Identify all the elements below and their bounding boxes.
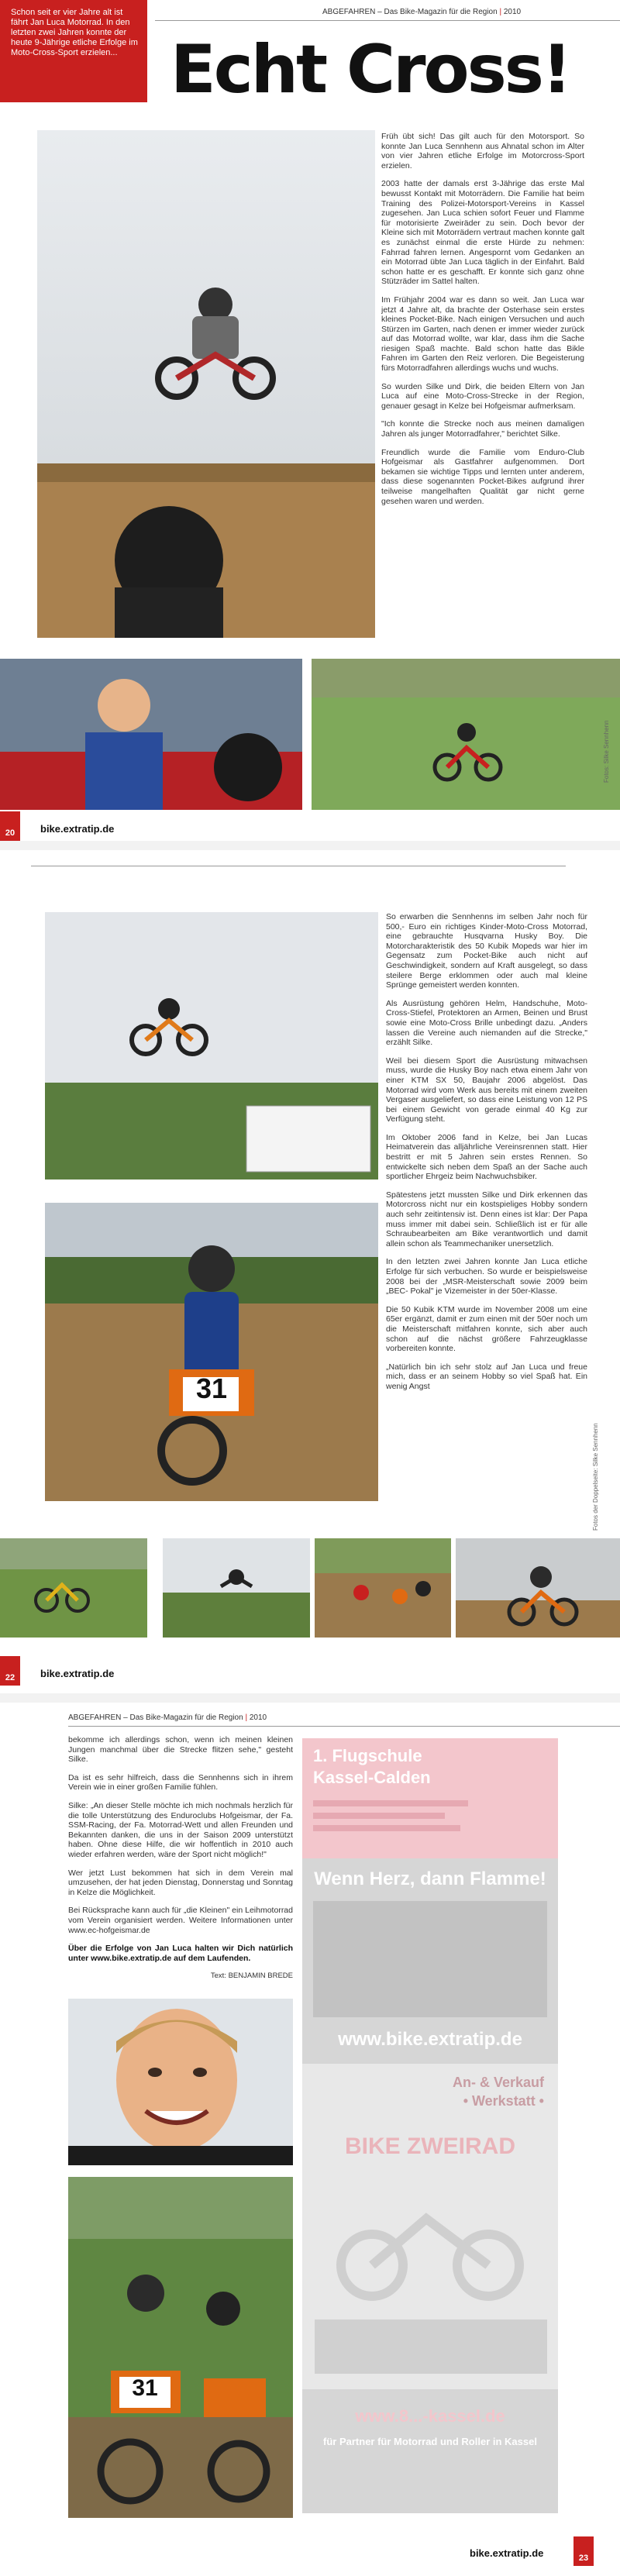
author-credit: Text: BENJAMIN BREDE — [210, 1972, 293, 1981]
page-number-tab — [0, 1656, 20, 1686]
page3-text-column — [68, 1735, 293, 1991]
magazine-page-1 — [0, 0, 620, 841]
ad-footer-url[interactable]: www.8...-kassel.de — [355, 2406, 505, 2426]
paragraph: 2003 hatte der damals erst 3-Jährige das erste Mal bewusst Kontakt mit Motorrädern. Die Familie hat beim Training des Polizei-Motorsport-Vereins in Kassel zugesehen. Jan Luca schien sofort Feuer und Flamme für motorisierte Zweiräder zu sein. Doch bevor der Kleine sich mit Motorrädern vertraut machen konnte galt es zunächst einmal die erste Hürde zu nehmen: Fahrrad fahren lernen. Angespornt vom Gedanken an ein Motorrad übte Jan Luca täglich in der Einfahrt. Bald schon hatte er es geschafft. Er konnte sich ganz ohne Stützräder im Sattel halten. — [381, 179, 584, 287]
header-section: ABGEFAHREN — [322, 8, 376, 16]
paragraph: Wer jetzt Lust bekommen hat sich in dem Verein mal umzusehen, der hat jeden Dienstag, Donnerstag und Sonntag in Kelze die Möglichkeit. — [68, 1868, 293, 1897]
paragraph: „Natürlich bin ich sehr stolz auf Jan Luca und freue mich, dass er an seinem Hobby so viel Spaß hat. Ein wenig Angst — [386, 1362, 587, 1391]
page-number: 20 — [5, 828, 16, 838]
paragraph: Die 50 Kubik KTM wurde im November 2008 um eine 65er ergänzt, damit er zum einen mit der 50er noch um die Meisterschaft mitfahren konnte, sich aber auch schon auf die nächst größere Fahrzeugklasse vorbereiten konnte. — [386, 1304, 587, 1354]
page1-text-column — [381, 132, 584, 643]
magazine-page-3 — [0, 1703, 620, 2576]
page-header: ABGEFAHREN – Das Bike-Magazin für die Region | 2010 — [68, 1713, 267, 1722]
header-year: 2010 — [249, 1713, 267, 1722]
photo-kids-motocross — [68, 2177, 293, 2518]
ad-dealer-block — [302, 2064, 558, 2389]
paragraph: Spätestens jetzt mussten Silke und Dirk erkennen das Motorcross nicht nur ein kostspieliges Hobby sondern auch sehr zeitintensiv ist. Denn eines ist klar: Der Papa muss immer mit dabei sein. Schließlich ist er für alle Schraubearbeiten am Bike verantwortlich und damit allein schon als Teammechaniker unersetzlich. — [386, 1190, 587, 1248]
ad-brand: BIKE ZWEIRAD — [345, 2133, 515, 2159]
page-title: Echt Cross! — [170, 31, 570, 108]
page-separator — [0, 1693, 620, 1703]
ad-school-line1: 1. Flugschule — [313, 1746, 422, 1765]
motorcycle-icon — [326, 2180, 535, 2304]
photo-strip-1 — [0, 1538, 147, 1638]
intro-text: Schon seit er vier Jahre alt ist fährt Jan Luca Motorrad. In den letzten zwei Jahren konnte der heute 9-Jährige etliche Erfolge im Moto-Cross-Sport erzielen... — [11, 8, 138, 57]
ad-service-line2: • Werkstatt • — [463, 2093, 544, 2109]
page-header: ABGEFAHREN – Das Bike-Magazin für die Region | 2010 — [322, 8, 522, 16]
ad-url[interactable]: www.bike.extratip.de — [338, 2029, 522, 2050]
ad-line — [313, 1825, 460, 1831]
bold-note: Über die Erfolge von Jan Luca halten wir Dich natürlich unter www.bike.extratip.de auf dem Laufenden. — [68, 1944, 293, 1963]
ad-service-line1: An- & Verkauf — [452, 2075, 544, 2090]
page-separator — [0, 841, 620, 850]
page2-text-column — [386, 912, 587, 1613]
page-number: 22 — [5, 1673, 16, 1682]
paragraph: Früh übt sich! Das gilt auch für den Motorsport. So konnte Jan Luca Sennhenn aus Ahnatal schon im Alter von vier Jahren etliche Erfolge im Motorcross-Sport erzielen. — [381, 132, 584, 170]
bib-number: 31 — [132, 2375, 158, 2401]
magazine-page-2 — [0, 850, 620, 1693]
page-number: 23 — [578, 2554, 589, 2563]
header-rule — [68, 1726, 620, 1727]
photo-jump-sky — [45, 912, 378, 1180]
photo-child-portrait — [0, 659, 302, 810]
photo-smiling-boy — [68, 1999, 293, 2165]
photo-strip-3 — [315, 1538, 451, 1638]
ad-partner-logos — [315, 2319, 547, 2374]
ad-slogan: Wenn Herz, dann Flamme! — [314, 1868, 546, 1889]
footer-url: bike.extratip.de — [40, 1668, 115, 1679]
header-section: ABGEFAHREN — [68, 1713, 122, 1722]
ad-flight-school — [302, 1738, 558, 1858]
paragraph: So wurden Silke und Dirk, die beiden Eltern von Jan Luca auf eine Moto-Cross-Strecke in der Region, genauer gesagt in Kelze bei Hofgeismar aufmerksam. — [381, 381, 584, 411]
paragraph: Silke: „An dieser Stelle möchte ich mich nochmals herzlich für die tolle Unterstützung des Enduroclubs Hofgeismar, der Fa. SSM-Racing, der Fa. Motorrad-Wett und allen Freunden und Bekannten danken, die uns in der Saison 2009 unterstützt haben. Ohne diese Hilfe, die wir hoffentlich in 2010 auch wieder erfahren werden, wäre der Sport nicht möglich!" — [68, 1800, 293, 1859]
paragraph: Da ist es sehr hilfreich, dass die Sennhenns sich in ihrem Verein wie in einer großen Familie fühlen. — [68, 1772, 293, 1793]
footer-url: bike.extratip.de — [470, 2547, 544, 2559]
ad-gray-block — [313, 1901, 547, 2017]
paragraph: So erwarben die Sennhenns im selben Jahr noch für 500,- Euro ein richtiges Kinder-Moto-Cross Motorrad, eine gebrauchte Husqvarna Husky Boy. Die Motorcharakteristik des 50 Kubik Mopeds war hier im Gegensatz zum Pocket-Bike auch nicht auf Geschwindigkeit, sondern auf Kraft ausgelegt, so dass steilere Berge erklommen oder auch mal kleine Sprünge gemeistert werden konnten. — [386, 912, 587, 990]
header-rule — [155, 20, 620, 21]
bib-number: 31 — [195, 1372, 228, 1404]
paragraph: Im Frühjahr 2004 war es dann so weit. Jan Luca war jetzt 4 Jahre alt, da brachte der Osterhase sein erstes kleines Pocket-Bike. Nach einigen Versuchen und auch Stürzen im Garten, nach denen er immer wieder zurück auf das Motorrad wollte, war klar, dass ihm die Sache riesigen Spaß machte. Bald schon hatte das Bikle Fahren im Garten den Reiz verloren. Die Begeisterung fürs Motorradfahren allerdings wuchs und wuchs. — [381, 294, 584, 374]
paragraph: bekomme ich allerdings schon, wenn ich meinen kleinen Jungen manchmal über die Strecke flitzen sehe," gesteht Silke. — [68, 1735, 293, 1765]
page-number-tab — [0, 811, 20, 841]
photo-credit: Fotos der Doppelseite: Silke Sennhenn — [592, 1423, 599, 1531]
paragraph: Weil bei diesem Sport die Ausrüstung mitwachsen muss, wurde die Husky Boy nach etwa einem Jahr von einer KTM SX 50, Baujahr 2006 abgelöst. Das Motorrad wird vom Werk aus bereits mit einem zweiten Vergaser ausgeliefert, so dass eine Leistung von 12 PS bei einem Gewicht von gerade einmal 40 Kg zur Verfügung steht. — [386, 1056, 587, 1124]
footer-url: bike.extratip.de — [40, 823, 115, 835]
paragraph: Freundlich wurde die Familie vom Enduro-Club Hofgeismar als Gastfahrer aufgenommen. Dort bekamen sie wichtige Tipps und lernten unter anderem, dass diese sogenannten Pocket-Bikes aufgrund ihrer teilweise mangelhaften Qualität gar nicht gerne gesehen waren und werden. — [381, 447, 584, 506]
ad-line — [313, 1813, 445, 1819]
photo-strip-4 — [456, 1538, 620, 1638]
intro-box — [0, 0, 147, 102]
ad-line — [313, 1800, 468, 1806]
photo-riding-field — [312, 659, 620, 810]
paragraph: Bei Rücksprache kann auch für „die Kleinen" ein Leihmotorrad vom Verein organisiert werden. Weitere Informationen unter www.ec-hofgeismar.de — [68, 1906, 293, 1935]
ad-footer-line: für Partner für Motorrad und Roller in Kassel — [323, 2436, 537, 2447]
header-magazine: – Das Bike-Magazin für die Region — [377, 8, 498, 16]
paragraph: Im Oktober 2006 fand in Kelze, bei Jan Lucas Heimatverein das alljährliche Vereinsrennen statt. Hier bestritt er mit 5 Jahren sein erstes Rennen. So entwickelte sich neben dem Spaß an der Sache auch sportlicher Ehrgeiz beim Nachwuchsbiker. — [386, 1132, 587, 1182]
hero-photo-jump — [37, 130, 375, 638]
photo-rider-31 — [45, 1203, 378, 1501]
ad-school-line2: Kassel-Calden — [313, 1768, 431, 1787]
photo-credit: Fotos: Silke Sennhenn — [603, 720, 610, 783]
photo-strip-2 — [163, 1538, 310, 1638]
paragraph: In den letzten zwei Jahren konnte Jan Luca etliche Erfolge für sich verbuchen. So wurde er beispielsweise 2008 bei der „MSR-Meisterschaft sowie 2009 beim „BEC- Pokal" je Vizemeister in der 50er-Klasse. — [386, 1257, 587, 1297]
paragraph: Als Ausrüstung gehören Helm, Handschuhe, Moto-Cross-Stiefel, Protektoren an Armen, Beinen und Brust sowie eine Moto-Cross Brille unbedingt dazu. „Anders lassen die Vereine auch niemanden auf die Strecke," erzählt Silke. — [386, 998, 587, 1048]
paragraph: "Ich konnte die Strecke noch aus meinen damaligen Jahren als junger Motorradfahrer," berichtet Silke. — [381, 419, 584, 439]
advertisement[interactable] — [302, 1738, 558, 2513]
header-year: 2010 — [503, 8, 522, 16]
page-number-tab — [574, 2536, 594, 2566]
header-magazine: – Das Bike-Magazin für die Region — [123, 1713, 243, 1722]
